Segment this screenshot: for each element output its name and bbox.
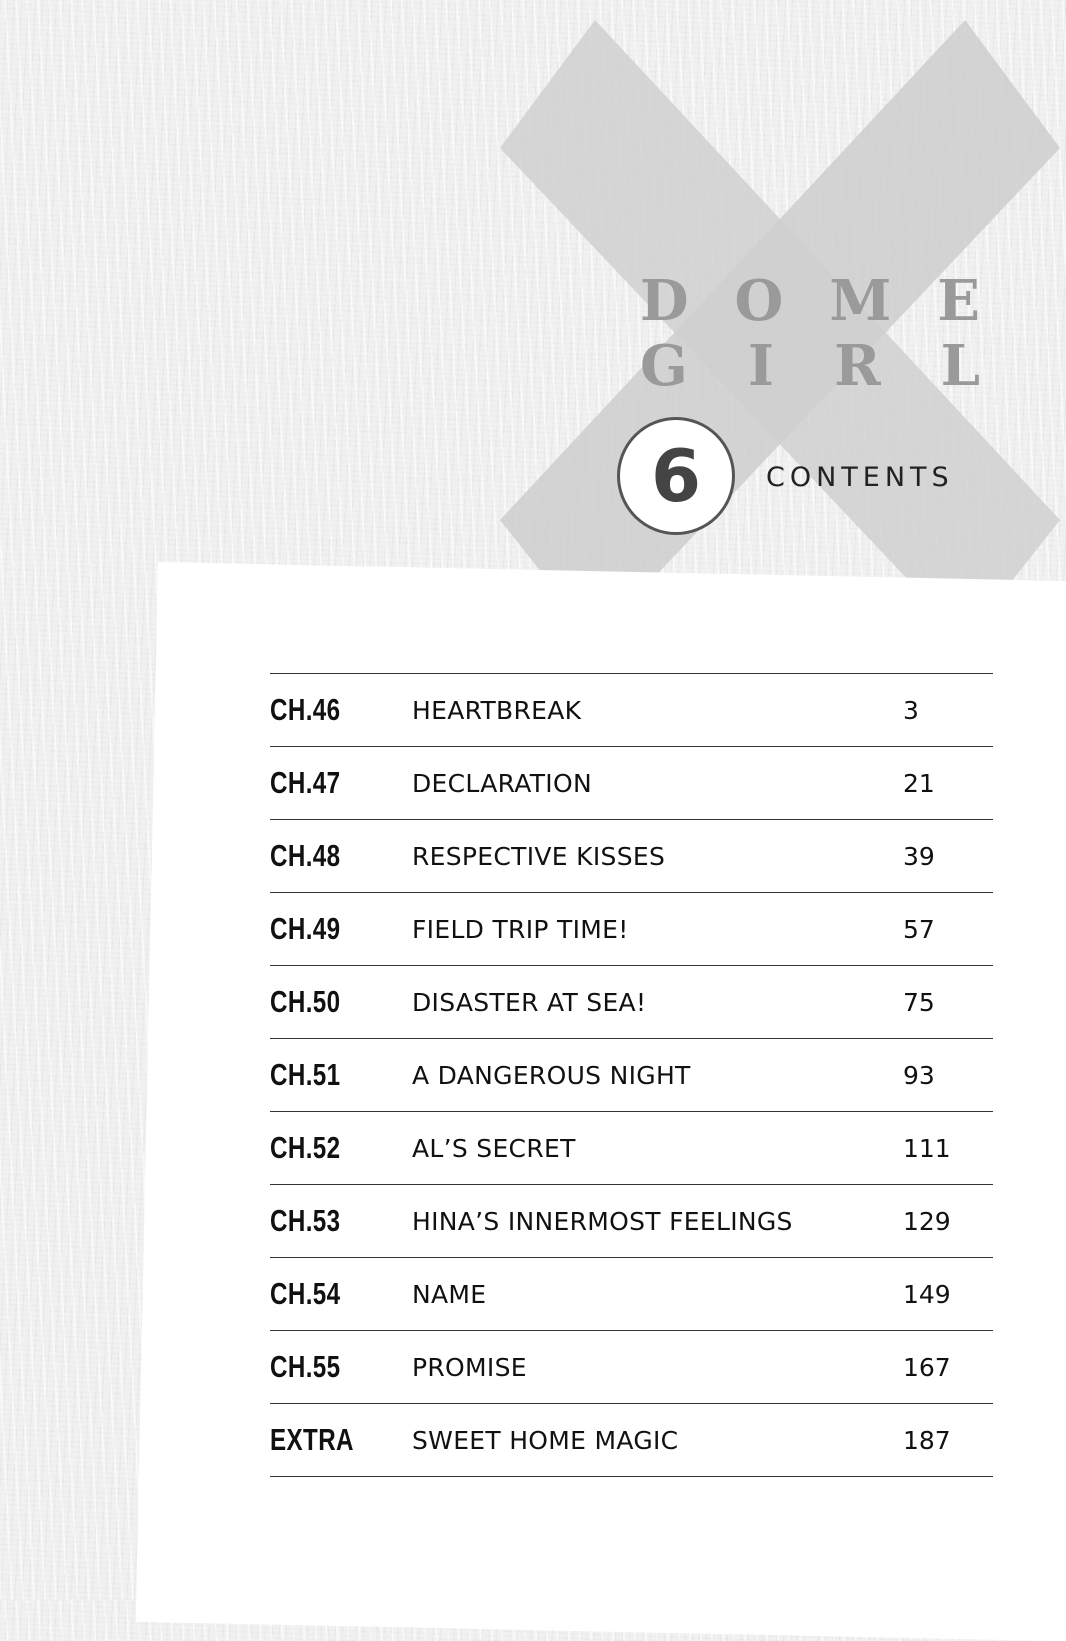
- chapter-title: HEARTBREAK: [412, 695, 582, 725]
- chapter-number: CH.47: [270, 765, 341, 800]
- chapter-title: PROMISE: [412, 1352, 527, 1382]
- toc-row[interactable]: [270, 1112, 993, 1185]
- chapter-title: HINA’S INNERMOST FEELINGS: [412, 1206, 793, 1236]
- logo-letter: O: [734, 268, 784, 334]
- chapter-number: EXTRA: [270, 1422, 354, 1457]
- logo-letter: E: [937, 268, 980, 334]
- toc-row[interactable]: [270, 1404, 993, 1477]
- chapter-number: CH.52: [270, 1130, 341, 1165]
- logo-letter: R: [834, 333, 881, 399]
- toc-row[interactable]: [270, 820, 993, 893]
- chapter-title: DECLARATION: [412, 768, 592, 798]
- logo-letter: M: [829, 268, 892, 334]
- chapter-title: AL’S SECRET: [412, 1133, 576, 1163]
- table-of-contents: [270, 673, 993, 1477]
- logo-word-dome: [640, 268, 980, 334]
- page-number: 93: [903, 1060, 935, 1090]
- chapter-number: CH.51: [270, 1057, 341, 1092]
- logo-letter: G: [640, 333, 688, 399]
- chapter-number: CH.53: [270, 1203, 341, 1238]
- toc-row[interactable]: [270, 747, 993, 820]
- logo-word-girl: [640, 333, 980, 399]
- toc-row[interactable]: [270, 674, 993, 747]
- chapter-number: CH.54: [270, 1276, 341, 1311]
- toc-row[interactable]: [270, 893, 993, 966]
- logo-letter: L: [940, 333, 980, 399]
- toc-row[interactable]: [270, 1039, 993, 1112]
- chapter-title: A DANGEROUS NIGHT: [412, 1060, 691, 1090]
- page-number: 75: [903, 987, 935, 1017]
- volume-badge: 6: [617, 417, 735, 535]
- toc-row[interactable]: [270, 1258, 993, 1331]
- toc-row[interactable]: [270, 1331, 993, 1404]
- page-number: 3: [903, 695, 919, 725]
- toc-row[interactable]: [270, 1185, 993, 1258]
- contents-heading: CONTENTS: [766, 462, 954, 493]
- chapter-number: CH.50: [270, 984, 341, 1019]
- chapter-title: SWEET HOME MAGIC: [412, 1425, 679, 1455]
- chapter-number: CH.48: [270, 838, 341, 873]
- chapter-title: NAME: [412, 1279, 487, 1309]
- chapter-number: CH.46: [270, 692, 341, 727]
- chapter-title: RESPECTIVE KISSES: [412, 841, 666, 871]
- chapter-title: FIELD TRIP TIME!: [412, 914, 629, 944]
- page-number: 149: [903, 1279, 951, 1309]
- chapter-number: CH.49: [270, 911, 341, 946]
- page-number: 39: [903, 841, 935, 871]
- page-number: 167: [903, 1352, 951, 1382]
- logo-letter: I: [747, 333, 775, 399]
- page-number: 111: [903, 1133, 951, 1163]
- page-number: 187: [903, 1425, 951, 1455]
- logo-letter: D: [640, 268, 689, 334]
- chapter-title: DISASTER AT SEA!: [412, 987, 647, 1017]
- toc-row[interactable]: [270, 966, 993, 1039]
- page-number: 57: [903, 914, 935, 944]
- chapter-number: CH.55: [270, 1349, 341, 1384]
- page-number: 21: [903, 768, 935, 798]
- page-number: 129: [903, 1206, 951, 1236]
